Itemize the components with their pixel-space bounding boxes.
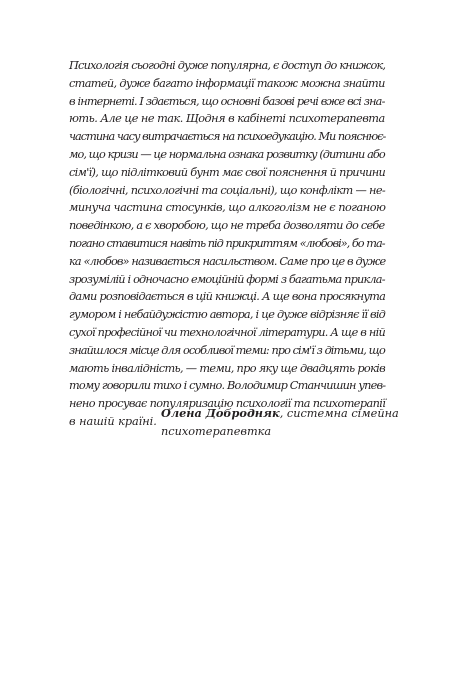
- foreword-paragraph: [69, 57, 385, 431]
- text-line: знайшлося місце для особливої теми: про сім'ї з дітьми, що: [69, 343, 385, 357]
- text-line: сухої професійної чи технологічної літератури. А ще в ній: [69, 325, 385, 339]
- author-title-part-1: , системна сімейна: [279, 407, 399, 420]
- text-line: поведінкою, а є хворобою, що не треба дозволяти до себе: [69, 219, 385, 233]
- text-line: мають інвалідність, — теми, про яку ще двадцять років: [69, 361, 385, 375]
- text-line: нено просуває популяризацію психології та психотерапії: [69, 397, 386, 411]
- text-line: погано ставитися навіть під прикриттям «любові», бо та-: [69, 236, 385, 250]
- text-line: (біологічні, психологічні та соціальні), що конфлікт — не-: [69, 183, 386, 197]
- text-line: тому говорили тихо і сумно. Володимир Станчишин упев-: [69, 379, 386, 393]
- text-line: дами розповідається в цій книжці. А ще вона просякнута: [69, 290, 386, 304]
- text-line: гумором і небайдужістю автора, і це дуже відрізняє її від: [69, 308, 386, 322]
- text-line: ють. Але це не так. Щодня в кабінеті психотерапевта: [69, 112, 385, 126]
- signature-block: [161, 404, 399, 441]
- text-line: сім'ї), що підлітковий бунт має свої пояснення й причини: [69, 165, 386, 179]
- signature-line-2: психотерапевтка: [161, 425, 272, 438]
- text-line: минуча частина стосунків, що алкоголізм не є поганою: [69, 201, 386, 215]
- text-line: в інтернеті. І здається, що основні базові речі вже всі зна-: [69, 94, 385, 108]
- text-line: ка «любов» називається насильством. Саме про це в дуже: [69, 254, 386, 268]
- text-line: мо, що кризи — це нормальна ознака розвитку (дитини або: [69, 147, 385, 161]
- text-line: зрозумілій і одночасно емоційній формі з багатьма прикла-: [69, 272, 385, 286]
- signature-line-1: [161, 404, 399, 423]
- text-line: частина часу витрачається на психоедукацію. Ми пояснює-: [69, 130, 386, 144]
- text-line: статей, дуже багато інформації також можна знайти: [69, 76, 385, 90]
- text-line: в нашій країні.: [69, 414, 157, 428]
- author-name: Олена Добродняк: [161, 406, 280, 420]
- text-line: Психологія сьогодні дуже популярна, є доступ до книжок,: [69, 59, 386, 72]
